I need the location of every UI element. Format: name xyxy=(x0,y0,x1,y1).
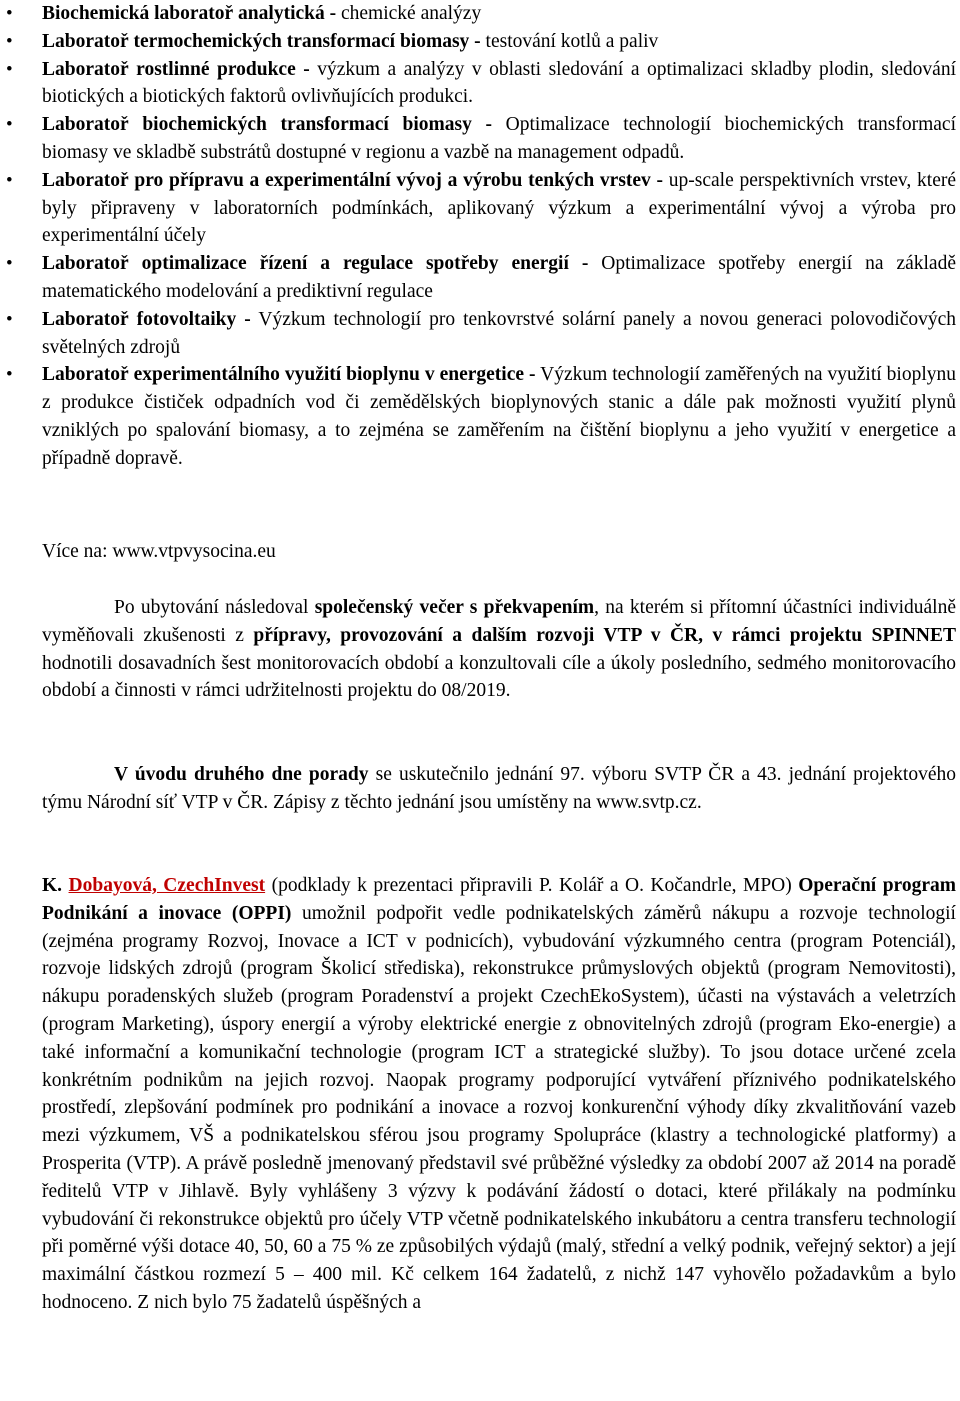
text-run: (podklady k prezentaci připravili P. Kolář a O. Kočandrle, MPO) xyxy=(265,875,799,896)
lab-description: up-scale perspektivních vrstev, které byly připraveny v laboratorních podmínkách, aplikovaný výzkum a experimentální vývoj a výroba pro experimentální účely xyxy=(42,169,956,247)
lab-name: Laboratoř termochemických transformací biomasy - xyxy=(42,30,481,52)
text-run: hodnotili dosavadních šest monitorovacích období a konzultovali cíle a úkoly posledního, sedmého monitorovacího období a činnosti v rámci udržitelnosti projektu do 08/2019. xyxy=(42,652,956,702)
lab-name: Laboratoř pro přípravu a experimentální vývoj a výrobu tenkých vrstev - xyxy=(42,169,664,191)
paragraph-second-day xyxy=(42,761,956,817)
text-run: se uskutečnilo jednání 97. výboru SVTP ČR a 43. jednání projektového týmu Národní síť VTP v ČR. Zápisy z těchto jednání jsou umístěny na www.svtp.cz. xyxy=(42,764,956,813)
lab-description: Výzkum technologií zaměřených na využití bioplynu z produkce čističek odpadních vod či zemědělských bioplynových stanic a dále pak možnosti využití plynů vzniklých po spalování biomasy, a to zejména se zaměřením na čištění bioplynu a jeho využití v energetice a případně dopravě. xyxy=(42,364,956,469)
list-item xyxy=(42,250,956,306)
bold-text: přípravy, provozování a dalším rozvoji VTP v ČR, v rámci projektu SPINNET xyxy=(253,624,956,646)
list-item xyxy=(42,167,956,250)
lab-name: Laboratoř fotovoltaiky - xyxy=(42,308,251,330)
paragraph-evening xyxy=(42,594,956,705)
list-item xyxy=(42,361,956,472)
text-run: , na kterém si přítomní účastníci individuálně vyměňovali zkušenosti z xyxy=(42,597,956,646)
lab-name: Biochemická laboratoř analytická - xyxy=(42,3,337,24)
list-item xyxy=(42,28,956,56)
text-run: Po ubytování následoval xyxy=(114,597,315,618)
lab-description: Výzkum technologií pro tenkovrstvé solární panely a novou generaci polovodičových světelných zdrojů xyxy=(42,308,957,358)
lab-name: Laboratoř biochemických transformací biomasy - xyxy=(42,114,493,136)
lab-name: Laboratoř optimalizace řízení a regulace spotřeby energií - xyxy=(42,253,589,275)
lab-description: Optimalizace technologií biochemických transformací biomasy ve skladbě substrátů dostupné v regionu a vazbě na management odpadů. xyxy=(42,114,956,163)
list-item xyxy=(42,306,956,362)
bold-text: K. xyxy=(42,875,69,896)
list-item xyxy=(42,0,956,28)
bold-text: Operační program Podnikání a inovace (OPPI) xyxy=(42,875,956,924)
laboratory-list xyxy=(42,0,956,473)
list-item xyxy=(42,111,956,167)
paragraph-oppi xyxy=(42,872,956,1317)
speaker-link[interactable]: Dobayová, CzechInvest xyxy=(68,875,266,896)
list-item xyxy=(42,56,956,112)
bold-text: společenský večer s překvapením xyxy=(314,597,595,618)
lab-description: testování kotlů a paliv xyxy=(480,30,659,52)
text-run: umožnil podpořit vedle podnikatelských záměrů nákupu a rozvoje technologií (zejména programy Rozvoj, Inovace a ICT v podnicích), vybudování výzkumného centra (program Potenciál), rozvoje lidských zdrojů (program Školicí střediska), rekonstrukce průmyslových objektů (program Nemovitosti), nákupu poradenských služeb (program Poradenství a projekt CzechEkoSystem), účasti na výstavách a veletrzích (program Marketing), úspory energií a výroby elektrické energie z obnovitelných zdrojů (program Eko-energie) a také informační a komunikační technologie (program ICT a strategické služby). To jsou dotace určené zcela konkrétním podnikům na jejich rozvoj. Naopak programy podporující vytváření příznivého podnikatelského prostředí, zlepšování podmínek pro podnikání a inovace a rozvoj konkurenční výhody díky zkvalitňování vazeb mezi výzkumem, VŠ a podnikatelskou sférou jsou programy Spolupráce (klastry a technologické platformy) a Prosperita (VTP). A právě posledně jmenovaný představil své průběžné výsledky za období 2007 až 2014 na poradě ředitelů VTP v Jihlavě. Byly vyhlášeny 3 výzvy k podávání žádostí o dotaci, které přilákaly na podmínku vybudování či rekonstrukce objektů pro účely VTP včetně podnikatelského inkubátoru a centra transferu technologií při poměrné výši dotace 40, 50, 60 a 75 % ze způsobilých výdajů (malý, střední a velký podnik, veřejný sektor) a její maximální částkou rozmezí 5 – 400 mil. Kč celkem 164 žadatelů, z nichž 147 vyhovělo požadavkům a bylo hodnoceno. Z nich bylo 75 žadatelů úspěšných a xyxy=(42,902,956,1313)
lab-description: chemické analýzy xyxy=(336,3,482,24)
lab-description: výzkum a analýzy v oblasti sledování a optimalizaci skladby plodin, sledování biotických a biotických faktorů ovlivňujících produkci. xyxy=(42,58,956,108)
lab-name: Laboratoř rostlinné produkce - xyxy=(42,58,310,80)
lab-description: Optimalizace spotřeby energií na základě matematického modelování a prediktivní regulace xyxy=(42,253,956,302)
lab-name: Laboratoř experimentálního využití bioplynu v energetice - xyxy=(42,364,536,386)
bold-text: V úvodu druhého dne porady xyxy=(114,764,369,785)
more-info-link[interactable]: Více na: www.vtpvysocina.eu xyxy=(42,541,276,562)
